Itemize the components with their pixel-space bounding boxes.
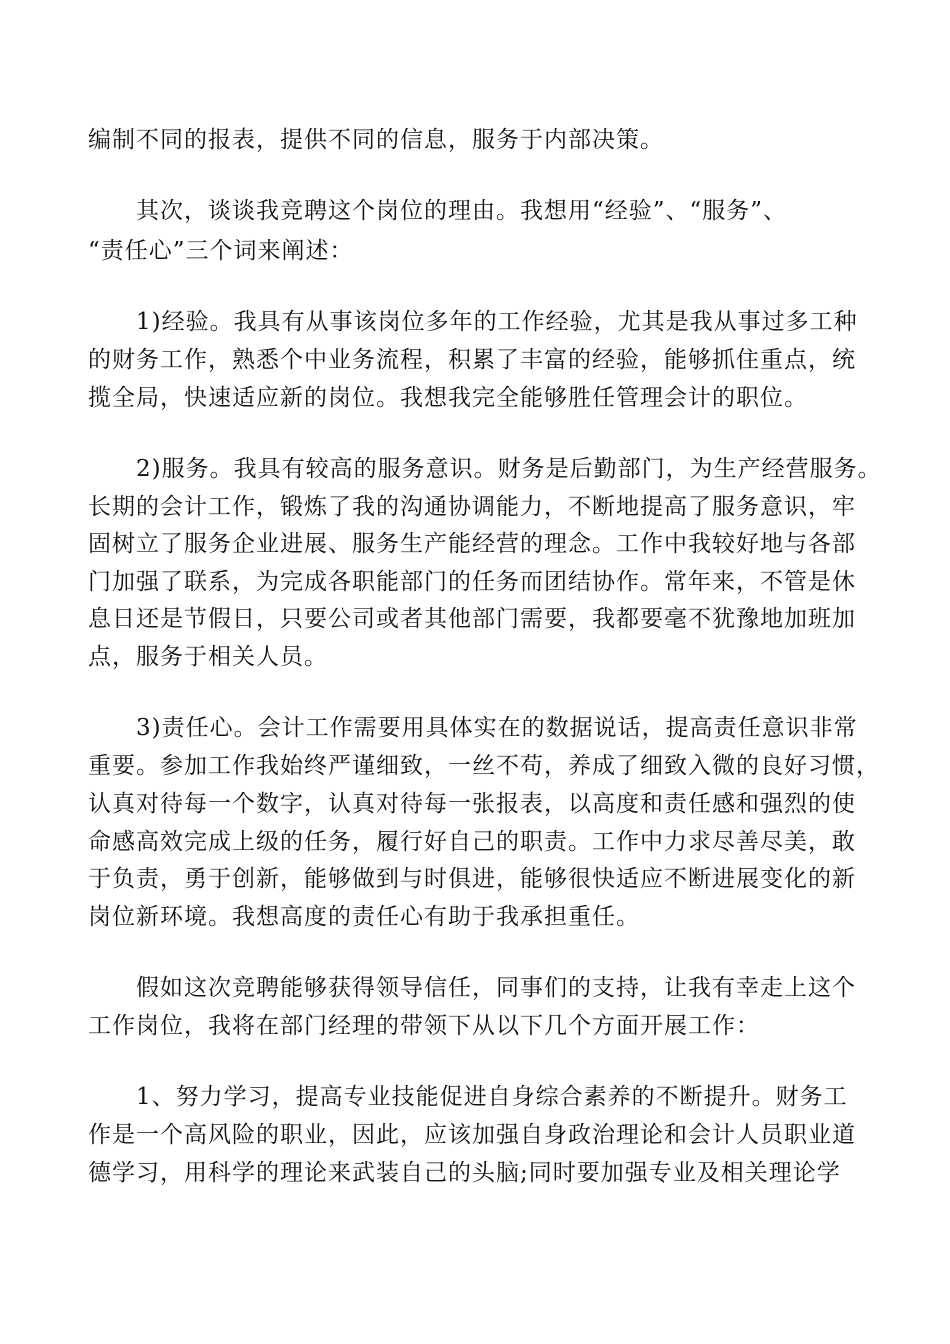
text-line: 点，服务于相关人员。 (88, 644, 328, 670)
text-line: 息日还是节假日，只要公司或者其他部门需要，我都要毫不犹豫地加班加 (88, 606, 856, 632)
text-line: 重要。参加工作我始终严谨细致，一丝不苟，养成了细致入微的良好习惯， (88, 753, 880, 779)
paragraph-plan-start: 假如这次竞聘能够获得领导信任，同事们的支持，让我有幸走上这个 (136, 975, 856, 1001)
paragraph-item-1-start: 1、努力学习，提高专业技能促进自身综合素养的不断提升。财务工 (136, 1084, 848, 1110)
paragraph-reasons-start: 其次，谈谈我竞聘这个岗位的理由。我想用“经验”、“服务”、 (136, 198, 788, 224)
text-line: 门加强了联系，为完成各职能部门的任务而团结协作。常年来，不管是休 (88, 569, 856, 595)
text-line: 的财务工作，熟悉个中业务流程，积累了丰富的经验，能够抓住重点，统 (88, 347, 856, 373)
text-line: 长期的会计工作，锻炼了我的沟通协调能力，不断地提高了服务意识，牢 (88, 494, 856, 520)
paragraph-responsibility-start: 3)责任心。会计工作需要用具体实在的数据说话，提高责任意识非常 (136, 715, 858, 741)
text-line: 揽全局，快速适应新的岗位。我想我完全能够胜任管理会计的职位。 (88, 385, 808, 411)
text-line: “责任心”三个词来阐述： (88, 238, 354, 264)
text-line: 命感高效完成上级的任务，履行好自己的职责。工作中力求尽善尽美，敢 (88, 829, 856, 855)
text-line: 于负责，勇于创新，能够做到与时俱进，能够很快适应不断进展变化的新 (88, 866, 856, 892)
text-line: 工作岗位，我将在部门经理的带领下从以下几个方面开展工作： (88, 1013, 760, 1039)
paragraph-experience-start: 1)经验。我具有从事该岗位多年的工作经验，尤其是我从事过多工种 (136, 309, 858, 335)
paragraph-service-start: 2)服务。我具有较高的服务意识。财务是后勤部门，为生产经营服务。 (136, 456, 882, 482)
text-line: 固树立了服务企业进展、服务生产能经营的理念。工作中我较好地与各部 (88, 531, 856, 557)
text-line: 编制不同的报表，提供不同的信息，服务于内部决策。 (88, 127, 664, 153)
text-line: 作是一个高风险的职业，因此，应该加强自身政治理论和会计人员职业道 (88, 1122, 856, 1148)
text-line: 岗位新环境。我想高度的责任心有助于我承担重任。 (88, 904, 640, 930)
text-line: 德学习，用科学的理论来武装自己的头脑;同时要加强专业及相关理论学 (88, 1160, 841, 1186)
text-line: 认真对待每一个数字，认真对待每一张报表，以高度和责任感和强烈的使 (88, 791, 856, 817)
